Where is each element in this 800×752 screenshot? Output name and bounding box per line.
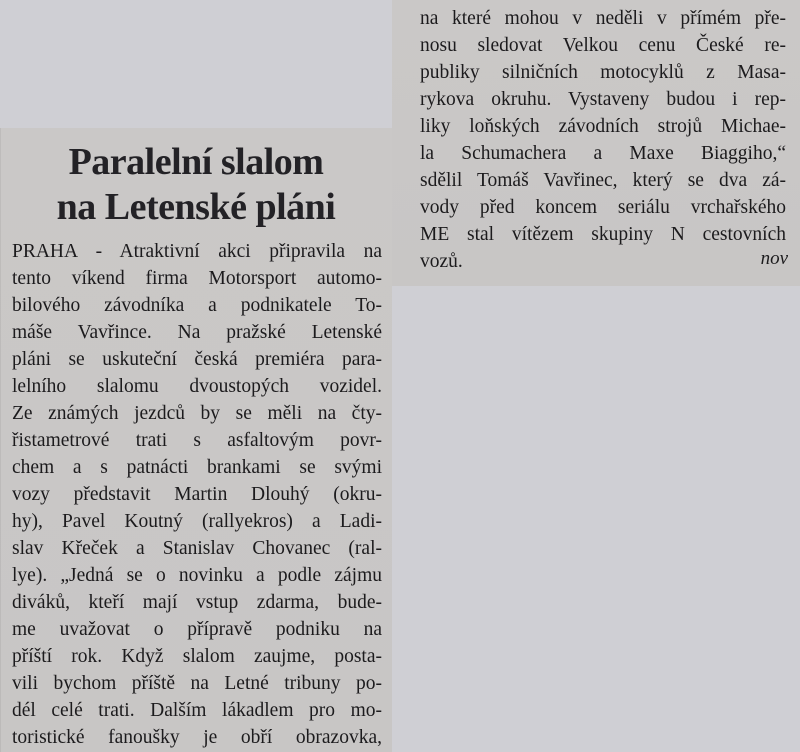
body-line: vozů.	[420, 251, 463, 272]
body-line: bilového závodníka a podnikatele To-	[12, 295, 382, 316]
body-line: liky loňských závodních strojů Michae-	[420, 116, 786, 137]
body-line: řistametrové trati s asfaltovým povr-	[12, 430, 382, 451]
headline-line-1: Paralelní slalom	[68, 141, 324, 183]
body-line: vili bychom příště na Letné tribuny po-	[12, 673, 382, 694]
body-line: ME stal vítězem skupiny N cestovních	[420, 224, 786, 245]
body-line: na které mohou v neděli v přímém pře-	[420, 8, 786, 29]
body-line: máše Vavřince. Na pražské Letenské	[12, 322, 382, 343]
background-area	[392, 286, 800, 752]
body-line: sdělil Tomáš Vavřinec, který se dva zá-	[420, 170, 786, 191]
body-line: hy), Pavel Koutný (rallyekros) a Ladi-	[12, 511, 382, 532]
body-line: la Schumachera a Maxe Biaggiho,“	[420, 143, 786, 164]
author-signature: nov	[760, 248, 788, 269]
body-line: vody před koncem seriálu vrchařského	[420, 197, 786, 218]
body-line: příští rok. Když slalom zaujme, posta-	[12, 646, 382, 667]
body-line: pláni se uskuteční česká premiéra para-	[12, 349, 382, 370]
body-line: publiky silničních motocyklů z Masa-	[420, 62, 786, 83]
article-right-column	[392, 0, 800, 286]
body-line: toristické fanoušky je obří obrazovka,	[12, 727, 382, 748]
body-line: rykova okruhu. Vystaveny budou i rep-	[420, 89, 786, 110]
article-left-column	[0, 128, 392, 752]
body-line: nosu sledovat Velkou cenu České re-	[420, 35, 786, 56]
body-line: PRAHA - Atraktivní akci připravila na	[12, 241, 382, 262]
body-line: vozy představit Martin Dlouhý (okru-	[12, 484, 382, 505]
body-line: chem a s patnácti brankami se svými	[12, 457, 382, 478]
body-line: tento víkend firma Motorsport automo-	[12, 268, 382, 289]
article-headline	[0, 128, 392, 230]
body-line: lelního slalomu dvoustopých vozidel.	[12, 376, 382, 397]
body-line: lye). „Jedná se o novinku a podle zájmu	[12, 565, 382, 586]
left-body-text	[12, 238, 382, 751]
body-line: dél celé trati. Dalším lákadlem pro mo-	[12, 700, 382, 721]
background-band	[0, 0, 392, 128]
body-line: diváků, kteří mají vstup zdarma, bude-	[12, 592, 382, 613]
body-line: Ze známých jezdců by se měli na čty-	[12, 403, 382, 424]
headline-line-2: na Letenské pláni	[56, 186, 336, 228]
body-line: slav Křeček a Stanislav Chovanec (ral-	[12, 538, 382, 559]
right-body-text	[420, 5, 786, 275]
body-line: me uvažovat o přípravě podniku na	[12, 619, 382, 640]
